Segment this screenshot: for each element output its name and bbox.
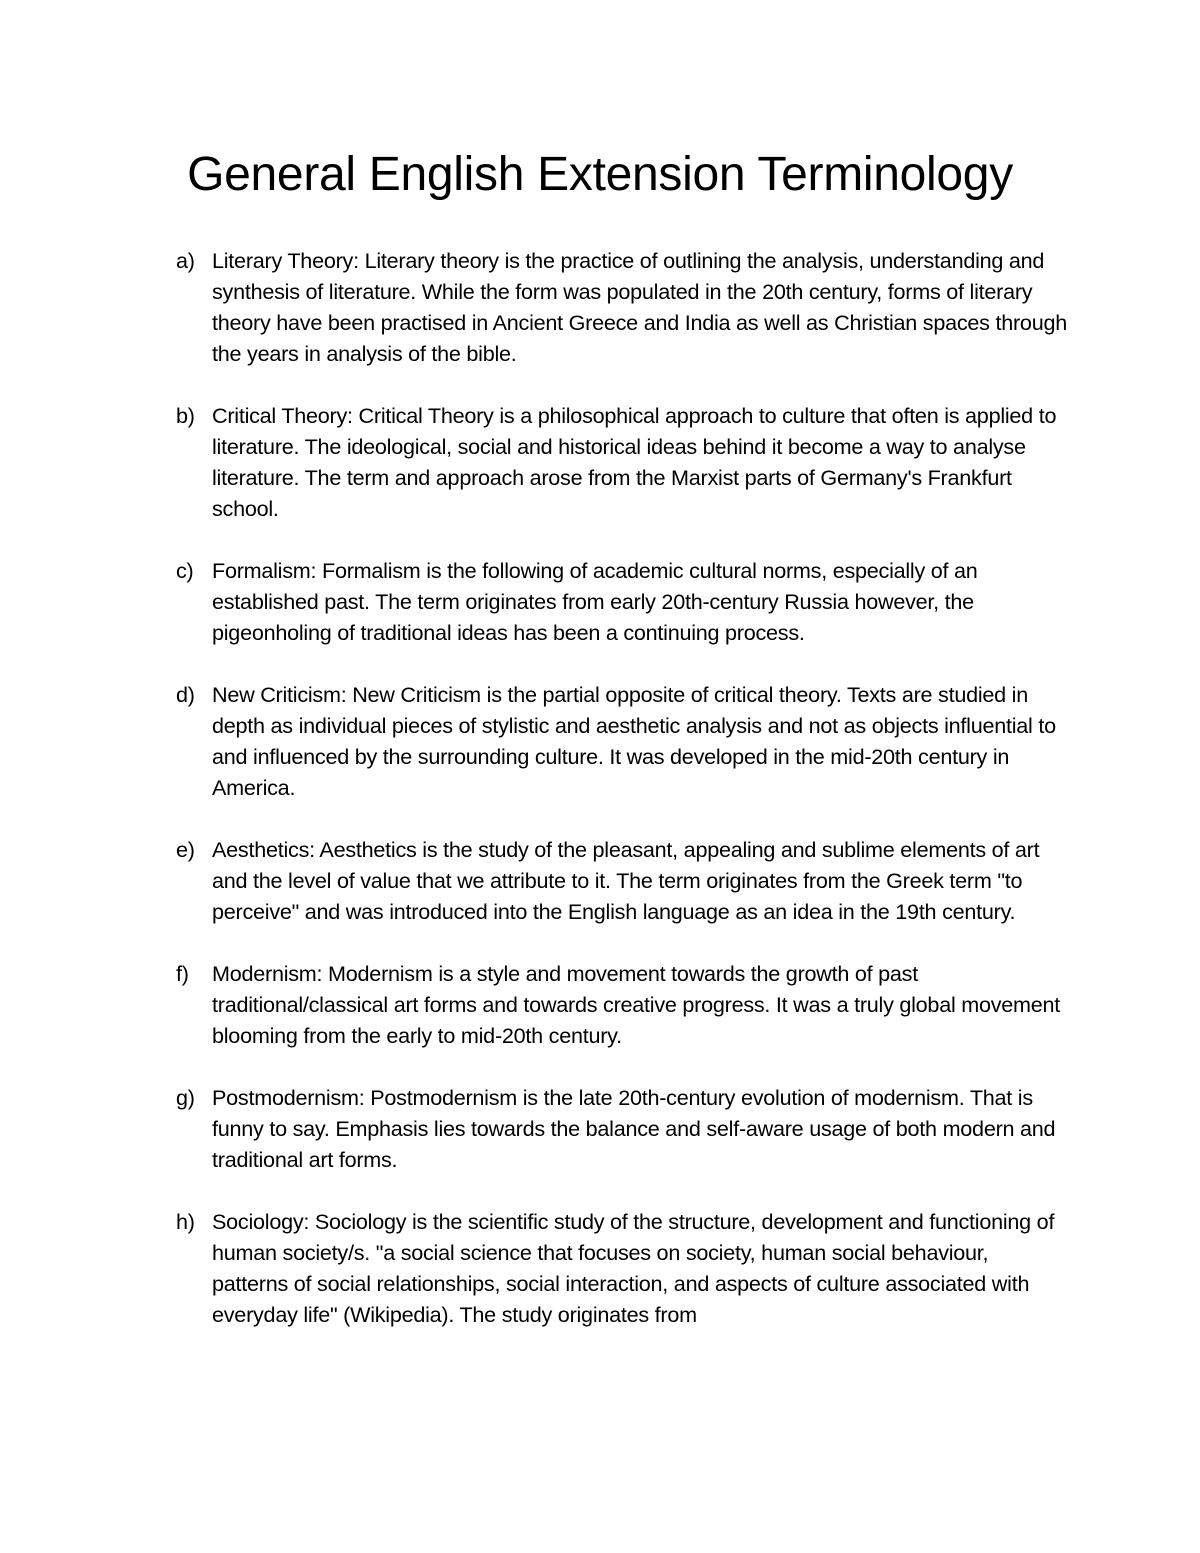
list-marker: a) [176,248,195,273]
list-marker: e) [176,837,195,862]
term-definition: Aesthetics: Aesthetics is the study of the pleasant, appealing and sublime elements of art and the level of value that we attribute to it. The term originates from the Greek term "to perceive" and was introduced into the English language as an idea in the 19th century. [212,837,1040,924]
list-item [150,1082,1070,1175]
list-item [150,400,1070,524]
term-definition: Postmodernism: Postmodernism is the late 20th-century evolution of modernism. That is funny to say. Emphasis lies towards the balance and self-aware usage of both modern and traditional art forms. [212,1085,1056,1172]
list-marker: b) [176,403,195,428]
list-marker: g) [176,1085,195,1110]
list-item [150,834,1070,927]
list-item [150,679,1070,803]
list-item [150,958,1070,1051]
list-marker: d) [176,682,195,707]
list-marker: h) [176,1209,195,1234]
term-definition: Formalism: Formalism is the following of academic cultural norms, especially of an established past. The term originates from early 20th-century Russia however, the pigeonholing of traditional ideas has been a continuing process. [212,558,978,645]
term-definition: New Criticism: New Criticism is the partial opposite of critical theory. Texts are studied in depth as individual pieces of stylistic and aesthetic analysis and not as objects influential to and influenced by the surrounding culture. It was developed in the mid-20th century in America. [212,682,1056,800]
list-item [150,245,1070,369]
term-definition: Critical Theory: Critical Theory is a philosophical approach to culture that often is applied to literature. The ideological, social and historical ideas behind it become a way to analyse literature. The term and approach arose from the Marxist parts of Germany's Frankfurt school. [212,403,1057,521]
term-definition: Modernism: Modernism is a style and movement towards the growth of past traditional/classical art forms and towards creative progress. It was a truly global movement blooming from the early to mid-20th century. [212,961,1061,1048]
list-item [150,1206,1070,1330]
list-marker: f) [176,961,189,986]
terminology-list [150,245,1070,1361]
page-title: General English Extension Terminology [187,148,1013,201]
list-marker: c) [176,558,194,583]
term-definition: Literary Theory: Literary theory is the practice of outlining the analysis, understanding and synthesis of literature. While the form was populated in the 20th century, forms of literary theory have been practised in Ancient Greece and India as well as Christian spaces through the years in analysis of the bible. [212,248,1067,366]
term-definition: Sociology: Sociology is the scientific study of the structure, development and functioning of human society/s. "a social science that focuses on society, human social behaviour, patterns of social relationships, social interaction, and aspects of culture associated with everyday life" (Wikipedia). The study originates from [212,1209,1055,1327]
list-item [150,555,1070,648]
